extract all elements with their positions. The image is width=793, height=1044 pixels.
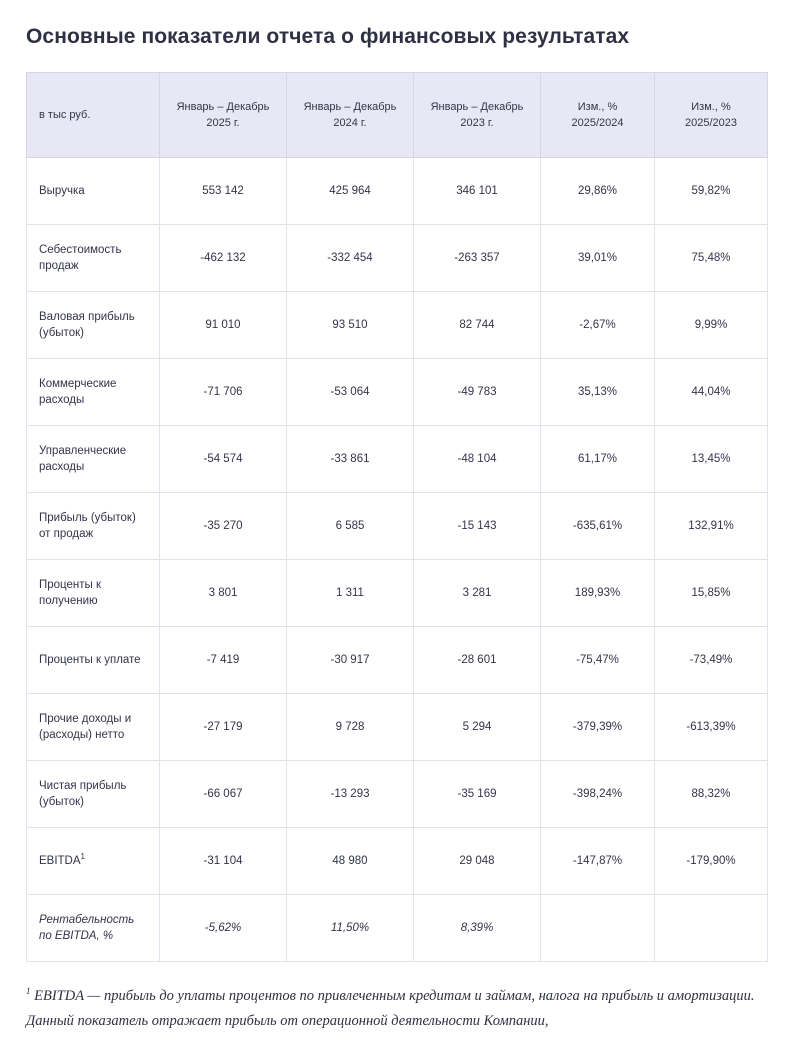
table-cell: 9,99% xyxy=(655,292,768,359)
table-cell: -73,49% xyxy=(655,627,768,694)
row-label-text: Выручка xyxy=(39,185,85,197)
financial-results-table xyxy=(26,72,768,962)
row-label xyxy=(27,292,160,359)
table-cell: 8,39% xyxy=(414,895,541,962)
table-row xyxy=(27,895,768,962)
table-cell: -48 104 xyxy=(414,426,541,493)
table-cell: 189,93% xyxy=(541,560,655,627)
table-cell: -147,87% xyxy=(541,828,655,895)
table-cell: 1 311 xyxy=(287,560,414,627)
table-cell: 48 980 xyxy=(287,828,414,895)
table-cell: 11,50% xyxy=(287,895,414,962)
table-cell: 15,85% xyxy=(655,560,768,627)
column-header-2023: Январь – Декабрь 2023 г. xyxy=(414,73,541,158)
row-label xyxy=(27,560,160,627)
row-label xyxy=(27,828,160,895)
table-row xyxy=(27,627,768,694)
table-cell: 553 142 xyxy=(160,158,287,225)
table-cell: -398,24% xyxy=(541,761,655,828)
row-label-text: EBITDA xyxy=(39,855,81,867)
table-cell: -28 601 xyxy=(414,627,541,694)
page-title: Основные показатели отчета о финансовых результатах xyxy=(26,25,630,48)
table-cell: 75,48% xyxy=(655,225,768,292)
table-cell: -5,62% xyxy=(160,895,287,962)
table-header xyxy=(27,73,768,158)
table-cell: 35,13% xyxy=(541,359,655,426)
row-label-footnote-marker: 1 xyxy=(80,852,85,862)
column-header-units: в тыс руб. xyxy=(27,73,160,158)
row-label xyxy=(27,627,160,694)
table-cell: -66 067 xyxy=(160,761,287,828)
table-cell: 425 964 xyxy=(287,158,414,225)
table-cell: -462 132 xyxy=(160,225,287,292)
footnote xyxy=(26,984,767,1034)
table-cell: 29,86% xyxy=(541,158,655,225)
row-label xyxy=(27,158,160,225)
row-label-text: Прочие доходы и (расходы) нетто xyxy=(39,713,132,741)
table-cell: -54 574 xyxy=(160,426,287,493)
row-label xyxy=(27,225,160,292)
table-cell: -263 357 xyxy=(414,225,541,292)
column-header-2025: Январь – Декабрь 2025 г. xyxy=(160,73,287,158)
table-row xyxy=(27,292,768,359)
table-cell: 39,01% xyxy=(541,225,655,292)
row-label-text: Чистая прибыль (убыток) xyxy=(39,780,127,808)
table-cell: 88,32% xyxy=(655,761,768,828)
footnote-marker: 1 xyxy=(26,986,31,997)
table-row xyxy=(27,426,768,493)
table-cell: -2,67% xyxy=(541,292,655,359)
row-label-text: Проценты к получению xyxy=(39,579,102,607)
table-cell: -49 783 xyxy=(414,359,541,426)
table-cell xyxy=(655,895,768,962)
table-cell: 93 510 xyxy=(287,292,414,359)
row-label-text: Рентабельность по EBITDA, % xyxy=(39,914,135,942)
table-cell: -53 064 xyxy=(287,359,414,426)
row-label-text: Прибыль (убыток) от продаж xyxy=(39,512,136,540)
table-row xyxy=(27,560,768,627)
row-label-text: Управленческие расходы xyxy=(39,445,127,473)
table-row xyxy=(27,493,768,560)
table-cell: 91 010 xyxy=(160,292,287,359)
table-cell: -635,61% xyxy=(541,493,655,560)
row-label xyxy=(27,359,160,426)
row-label-text: Себестоимость продаж xyxy=(39,244,122,272)
table-cell: -33 861 xyxy=(287,426,414,493)
table-row xyxy=(27,225,768,292)
table-cell: 346 101 xyxy=(414,158,541,225)
table-cell: -179,90% xyxy=(655,828,768,895)
row-label xyxy=(27,761,160,828)
table-cell: -75,47% xyxy=(541,627,655,694)
table-cell: 132,91% xyxy=(655,493,768,560)
table-cell: 3 801 xyxy=(160,560,287,627)
row-label-text: Коммерческие расходы xyxy=(39,378,117,406)
table-cell: 13,45% xyxy=(655,426,768,493)
table-cell: -332 454 xyxy=(287,225,414,292)
table-cell: -613,39% xyxy=(655,694,768,761)
row-label xyxy=(27,895,160,962)
table-cell: -35 169 xyxy=(414,761,541,828)
footnote-text: EBITDA — прибыль до уплаты процентов по привлеченным кредитам и займам, налога на прибыль и амортизации. Данный показатель отражает прибыль от операционной деятельности Компании, xyxy=(26,988,755,1029)
table-row xyxy=(27,694,768,761)
row-label-text: Проценты к уплате xyxy=(39,654,141,666)
table-cell: -30 917 xyxy=(287,627,414,694)
table-cell: 59,82% xyxy=(655,158,768,225)
column-header-change-2025-2024: Изм., % 2025/2024 xyxy=(541,73,655,158)
row-label xyxy=(27,426,160,493)
table-cell: 5 294 xyxy=(414,694,541,761)
table-cell: 6 585 xyxy=(287,493,414,560)
table-cell xyxy=(541,895,655,962)
column-header-2024: Январь – Декабрь 2024 г. xyxy=(287,73,414,158)
table-body xyxy=(27,158,768,962)
table-row xyxy=(27,828,768,895)
table-cell: -15 143 xyxy=(414,493,541,560)
table-cell: 44,04% xyxy=(655,359,768,426)
table-cell: 61,17% xyxy=(541,426,655,493)
table-cell: 29 048 xyxy=(414,828,541,895)
table-cell: -379,39% xyxy=(541,694,655,761)
table-cell: 3 281 xyxy=(414,560,541,627)
column-header-change-2025-2023: Изм., % 2025/2023 xyxy=(655,73,768,158)
row-label xyxy=(27,694,160,761)
table-cell: -27 179 xyxy=(160,694,287,761)
table-header-row xyxy=(27,73,768,158)
table-cell: -7 419 xyxy=(160,627,287,694)
table-cell: 9 728 xyxy=(287,694,414,761)
table-row xyxy=(27,158,768,225)
table-row xyxy=(27,761,768,828)
table-cell: -13 293 xyxy=(287,761,414,828)
table-cell: -31 104 xyxy=(160,828,287,895)
row-label-text: Валовая прибыль (убыток) xyxy=(39,311,135,339)
table-cell: -35 270 xyxy=(160,493,287,560)
table-cell: 82 744 xyxy=(414,292,541,359)
row-label xyxy=(27,493,160,560)
table-row xyxy=(27,359,768,426)
table-cell: -71 706 xyxy=(160,359,287,426)
